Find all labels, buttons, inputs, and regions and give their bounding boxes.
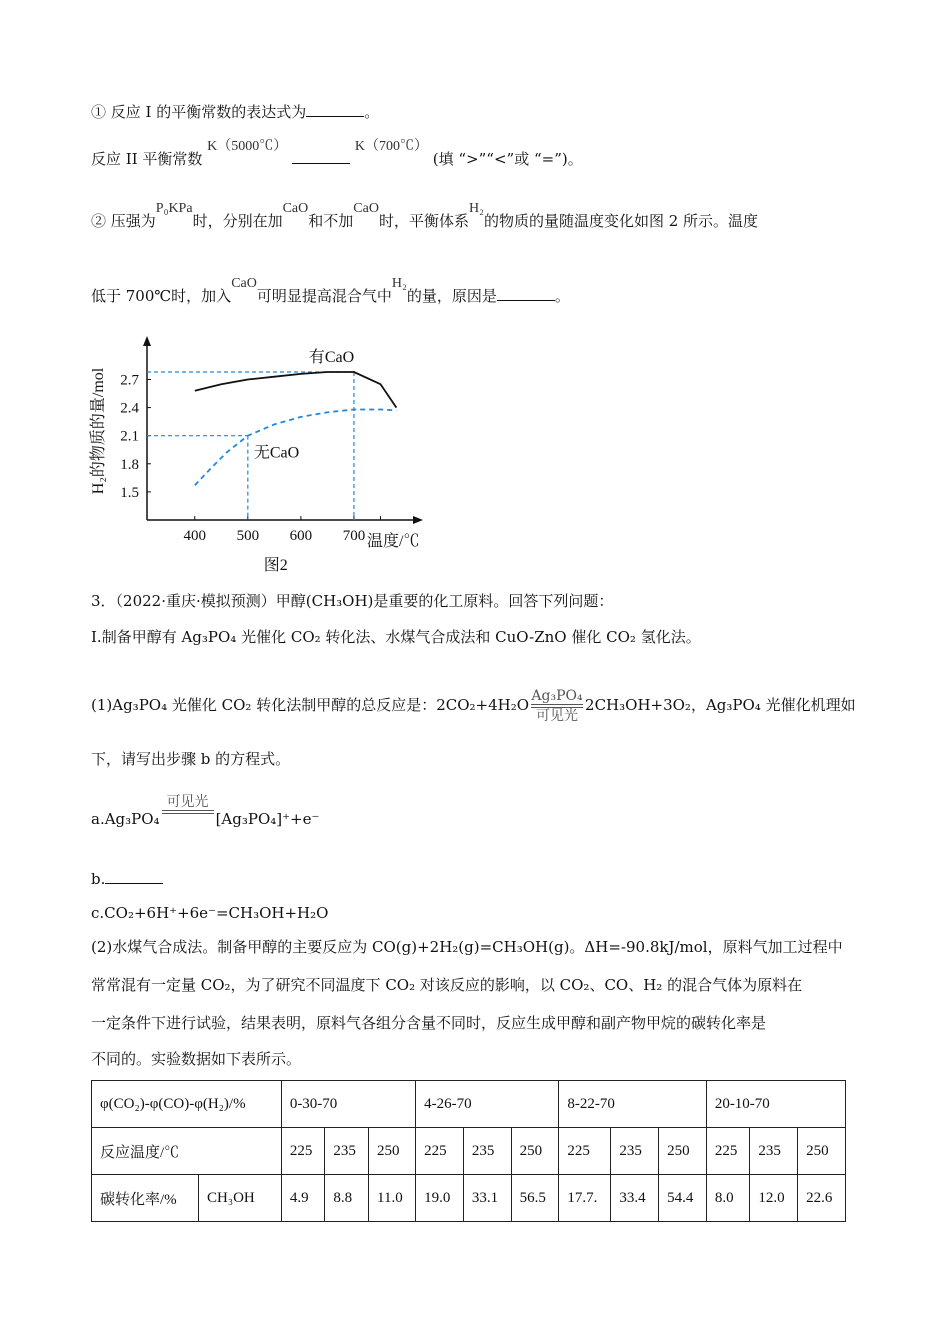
x-tick-label: 600 bbox=[289, 528, 313, 544]
table-row-rate bbox=[92, 1175, 846, 1222]
q3-p7: 不同的。实验数据如下表所示。 bbox=[91, 1050, 302, 1068]
q1-line1-text: ① 反应 I 的平衡常数的表达式为 bbox=[91, 103, 307, 121]
step-a-bar bbox=[162, 810, 214, 814]
group-header: 8-22-70 bbox=[559, 1081, 706, 1128]
q1-line2-post: (填 “>”“<”或 “=”)。 bbox=[432, 150, 583, 168]
q1-line4-a: 低于 700℃时，加入 bbox=[91, 287, 232, 305]
q1-line3-e: 的物质的量随温度变化如图 2 所示。温度 bbox=[483, 212, 759, 230]
temp-cell: 250 bbox=[511, 1128, 559, 1175]
y-tick-label: 1.8 bbox=[120, 456, 139, 473]
q1-line1 bbox=[91, 103, 379, 121]
answer-blank bbox=[306, 116, 364, 117]
x-tick-label: 500 bbox=[236, 528, 260, 544]
q3-step-a bbox=[91, 790, 320, 828]
series-label-with-cao: 有CaO bbox=[308, 348, 355, 366]
temp-label: 反应温度/℃ bbox=[92, 1128, 282, 1175]
q3-p6: 一定条件下进行试验，结果表明，原料气各组分含量不同时，反应生成甲醇和副产物甲烷的碳转化率是 bbox=[91, 1014, 767, 1032]
q1-line3 bbox=[91, 201, 759, 232]
q1-line2 bbox=[91, 139, 583, 170]
q1-line1-end: 。 bbox=[364, 103, 380, 121]
cond-light: 可见光 bbox=[536, 708, 579, 724]
q3-step-b bbox=[91, 870, 163, 888]
q1-line4 bbox=[91, 276, 570, 307]
table-row-temp bbox=[92, 1128, 846, 1175]
y-tick-label: 2.1 bbox=[120, 428, 139, 445]
rate-cell: 12.0 bbox=[750, 1175, 798, 1222]
series-line-1 bbox=[195, 372, 397, 408]
answer-blank bbox=[105, 883, 163, 884]
group-header: 20-10-70 bbox=[706, 1081, 845, 1128]
temp-cell: 250 bbox=[369, 1128, 416, 1175]
header-label: φ(CO₂)-φ(CO)-φ(H₂)/% bbox=[92, 1081, 282, 1128]
temp-cell: 225 bbox=[559, 1128, 611, 1175]
q1-line3-b: 时，分别在加 bbox=[192, 212, 283, 230]
x-axis-arrow bbox=[413, 516, 423, 524]
x-axis-label: 温度/℃ bbox=[367, 533, 420, 550]
table-row-header bbox=[92, 1081, 846, 1128]
k-5000: K（5000℃） bbox=[207, 139, 288, 154]
group-header: 4-26-70 bbox=[416, 1081, 559, 1128]
temp-cell: 225 bbox=[706, 1128, 750, 1175]
series-label-without-cao: 无CaO bbox=[253, 444, 300, 462]
q1-line2-pre: 反应 II 平衡常数 bbox=[91, 150, 203, 168]
chart-title: 图2 bbox=[263, 557, 288, 574]
y-axis-arrow bbox=[143, 336, 151, 346]
x-tick-label: 700 bbox=[342, 528, 366, 544]
h2-a: H₂ bbox=[468, 201, 484, 216]
step-b-label: b. bbox=[91, 870, 106, 888]
x-tick-label: 400 bbox=[183, 528, 207, 544]
temp-cell: 235 bbox=[750, 1128, 798, 1175]
cao-3: CaO bbox=[231, 276, 257, 291]
q3-p5: 常常混有一定量 CO₂，为了研究不同温度下 CO₂ 对该反应的影响，以 CO₂、CO、H₂ 的混合气体为原料在 bbox=[91, 976, 803, 994]
q1-line3-a: ② 压强为 bbox=[91, 212, 156, 230]
y-tick-label: 2.7 bbox=[120, 372, 139, 389]
rate-sub-label: CH₃OH bbox=[199, 1175, 282, 1222]
temp-cell: 250 bbox=[798, 1128, 846, 1175]
temp-cell: 235 bbox=[611, 1128, 659, 1175]
q1-line3-c: 和不加 bbox=[308, 212, 354, 230]
q3-p2 bbox=[91, 688, 856, 724]
cao-1: CaO bbox=[282, 201, 309, 216]
y-tick-label: 2.4 bbox=[120, 400, 139, 417]
rate-cell: 33.4 bbox=[611, 1175, 659, 1222]
reaction-condition bbox=[531, 688, 583, 724]
q1-line3-d: 时，平衡体系 bbox=[378, 212, 469, 230]
h2-b: H₂ bbox=[391, 276, 407, 291]
rate-cell: 19.0 bbox=[416, 1175, 464, 1222]
data-table bbox=[91, 1080, 846, 1222]
y-axis-label: H₂的物质的量/mol bbox=[90, 367, 107, 495]
answer-blank bbox=[497, 300, 555, 301]
q3-title: 3．（2022·重庆·模拟预测）甲醇(CH₃OH)是重要的化工原料。回答下列问题： bbox=[91, 592, 614, 610]
q1-line4-b: 可明显提高混合气中 bbox=[256, 287, 392, 305]
cao-2: CaO bbox=[353, 201, 379, 216]
rate-cell: 56.5 bbox=[511, 1175, 559, 1222]
temp-cell: 225 bbox=[281, 1128, 325, 1175]
rate-cell: 11.0 bbox=[369, 1175, 416, 1222]
rate-cell: 8.8 bbox=[325, 1175, 369, 1222]
figure-2-chart bbox=[85, 330, 445, 580]
step-a-cond-text: 可见光 bbox=[166, 794, 209, 810]
group-header: 0-30-70 bbox=[281, 1081, 415, 1128]
temp-cell: 235 bbox=[325, 1128, 369, 1175]
rate-cell: 33.1 bbox=[463, 1175, 511, 1222]
q3-p2-a: (1)Ag₃PO₄ 光催化 CO₂ 转化法制甲醇的总反应是：2CO₂+4H₂O bbox=[91, 696, 530, 714]
temp-cell: 235 bbox=[463, 1128, 511, 1175]
step-a-condition bbox=[162, 794, 214, 814]
rate-cell: 22.6 bbox=[798, 1175, 846, 1222]
rate-cell: 54.4 bbox=[659, 1175, 707, 1222]
q3-p1: I.制备甲醇有 Ag₃PO₄ 光催化 CO₂ 转化法、水煤气合成法和 CuO-ZnO 催化 CO₂ 氢化法。 bbox=[91, 628, 701, 646]
rate-cell: 8.0 bbox=[706, 1175, 750, 1222]
q3-p2-b: 2CH₃OH+3O₂，Ag₃PO₄ 光催化机理如 bbox=[585, 696, 856, 714]
q1-line4-end: 。 bbox=[554, 287, 570, 305]
k-700: K（700℃） bbox=[354, 139, 428, 154]
cond-catalyst: Ag₃PO₄ bbox=[531, 688, 583, 704]
pressure-p0: P₀KPa bbox=[155, 201, 193, 216]
rate-cell: 17.7. bbox=[559, 1175, 611, 1222]
step-a-pre: a.Ag₃PO₄ bbox=[91, 810, 160, 828]
rate-label: 碳转化率/% bbox=[92, 1175, 199, 1222]
step-a-post: [Ag₃PO₄]⁺+e⁻ bbox=[215, 810, 320, 828]
temp-cell: 250 bbox=[659, 1128, 707, 1175]
temp-cell: 225 bbox=[416, 1128, 464, 1175]
q3-p3: 下，请写出步骤 b 的方程式。 bbox=[91, 750, 291, 768]
q1-line4-c: 的量，原因是 bbox=[406, 287, 497, 305]
q3-p4: (2)水煤气合成法。制备甲醇的主要反应为 CO(g)+2H₂(g)=CH₃OH(g)。ΔH=-90.8kJ/mol，原料气加工过程中 bbox=[91, 938, 843, 956]
q3-step-c: c.CO₂+6H⁺+6e⁻=CH₃OH+H₂O bbox=[91, 904, 329, 922]
answer-blank bbox=[292, 163, 350, 164]
rate-cell: 4.9 bbox=[281, 1175, 325, 1222]
y-tick-label: 1.5 bbox=[120, 484, 139, 501]
